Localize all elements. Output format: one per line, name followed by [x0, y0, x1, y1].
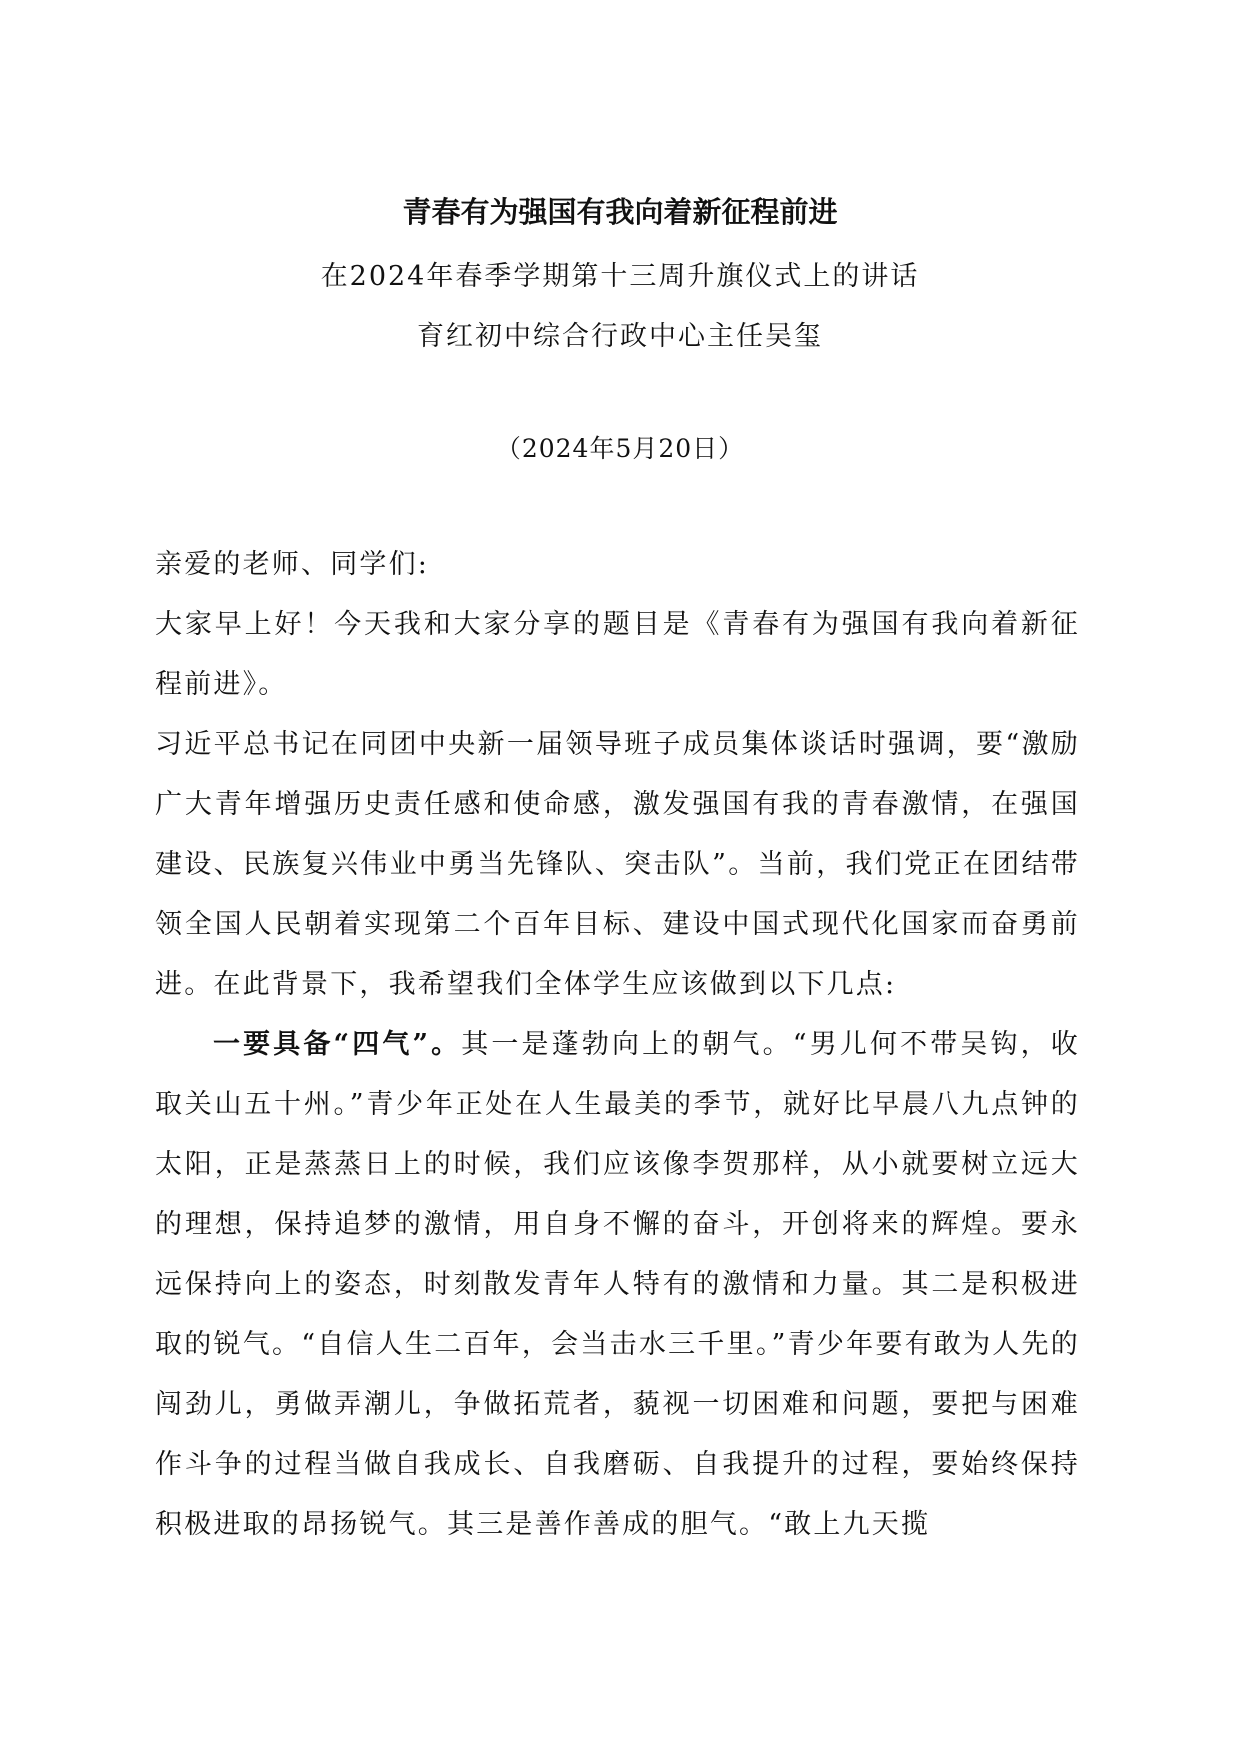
document-subtitle-speaker: 育红初中综合行政中心主任吴玺 — [417, 321, 823, 352]
paragraph-four-spirits-text: 其一是蓬勃向上的朝气。“男儿何不带吴钩，收取关山五十州。”青少年正处在人生最美的季节，就好比早晨八九点钟的太阳，正是蒸蒸日上的时候，我们应该像李贺那样，从小就要树立远大的理想，保持追梦的激情，用自身不懈的奋斗，开创将来的辉煌。要永远保持向上的姿态，时刻散发青年人特有的激情和力量。其二是积极进取的锐气。“自信人生二百年，会当击水三千里。”青少年要有敢为人先的闯劲儿，勇做弄潮儿，争做拓荒者，藐视一切困难和问题，要把与困难作斗争的过程当做自我成长、自我磨砺、自我提升的过程，要始终保持积极进取的昂扬锐气。其三是善作善成的胆气。“敢上九天揽 — [155, 1029, 1080, 1540]
document-title: 青春有为强国有我向着新征程前进 — [402, 195, 838, 229]
paragraph-lead-heading: 一要具备“四气”。 — [213, 1029, 462, 1060]
salutation: 亲爱的老师、同学们: — [155, 549, 430, 580]
document-date: （2024年5月20日） — [495, 434, 745, 463]
document-body — [155, 535, 1080, 1555]
document-subtitle-occasion: 在2024年春季学期第十三周升旗仪式上的讲话 — [320, 261, 920, 292]
paragraph-greeting: 大家早上好！今天我和大家分享的题目是《青春有为强国有我向着新征程前进》。 — [155, 609, 1080, 700]
paragraph-background: 习近平总书记在同团中央新一届领导班子成员集体谈话时强调，要“激励广大青年增强历史责任感和使命感，激发强国有我的青春激情，在强国建设、民族复兴伟业中勇当先锋队、突击队”。当前，我们党正在团结带领全国人民朝着实现第二个百年目标、建设中国式现代化国家而奋勇前进。在此背景下，我希望我们全体学生应该做到以下几点: — [155, 729, 1080, 1000]
paragraph-four-spirits — [155, 1015, 1080, 1555]
